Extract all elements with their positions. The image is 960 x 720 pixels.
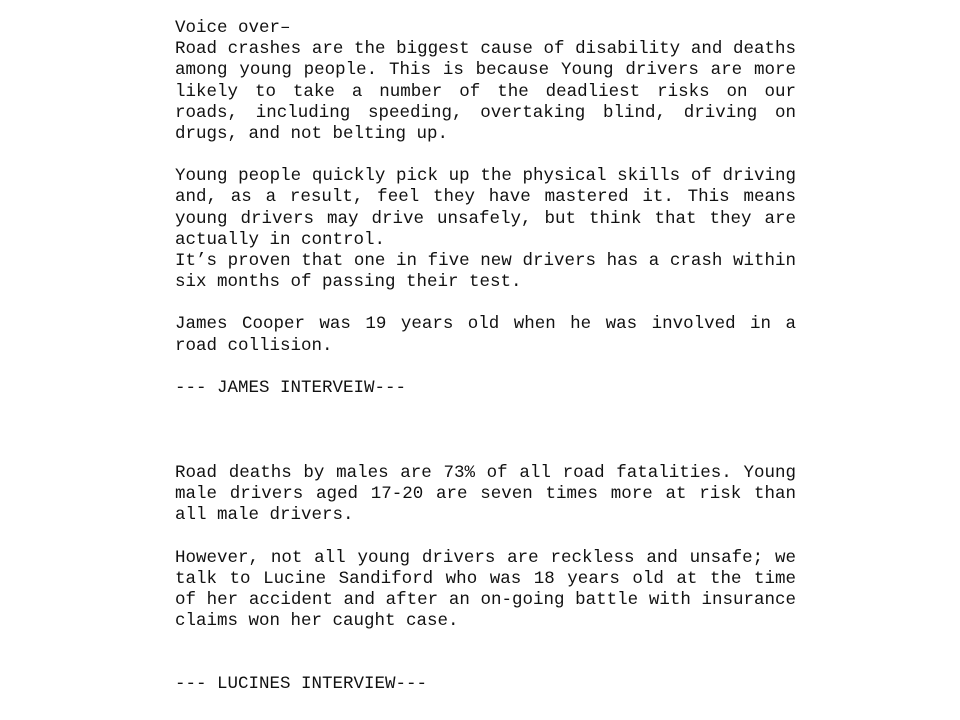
spacer — [175, 527, 796, 548]
spacer — [175, 145, 796, 166]
spacer — [175, 293, 796, 314]
paragraph-road-crashes: Road crashes are the biggest cause of disability and deaths among young people. This is because Young drivers are more likely to take a number of the deadliest risks on our roads, including speeding, overtaking blind, driving on drugs, and not belting up. — [175, 39, 796, 145]
paragraph-lucine-sandiford: However, not all young drivers are reckless and unsafe; we talk to Lucine Sandiford who was 18 years old at the time of her accident and after an on-going battle with insurance claims won her caught case. — [175, 547, 796, 632]
paragraph-james-cooper: James Cooper was 19 years old when he was involved in a road collision. — [175, 314, 796, 356]
paragraph-physical-skills: Young people quickly pick up the physical skills of driving and, as a result, feel they have mastered it. This means young drivers may drive unsafely, but think that they are actually in control. — [175, 166, 796, 250]
script-document — [175, 18, 796, 696]
lucines-interview-marker: --- LUCINES INTERVIEW--- — [175, 674, 428, 695]
james-interview-marker: --- JAMES INTERVEIW--- — [175, 377, 407, 398]
spacer — [175, 632, 796, 674]
voice-over-heading: Voice over– — [175, 18, 291, 38]
paragraph-road-deaths-males: Road deaths by males are 73% of all road fatalities. Young male drivers aged 17-20 are seven times more at risk than all male drivers. — [175, 463, 796, 526]
spacer — [175, 357, 796, 378]
spacer — [175, 399, 796, 463]
paragraph-one-in-five: It’s proven that one in five new drivers has a crash within six months of passing their test. — [175, 251, 796, 293]
